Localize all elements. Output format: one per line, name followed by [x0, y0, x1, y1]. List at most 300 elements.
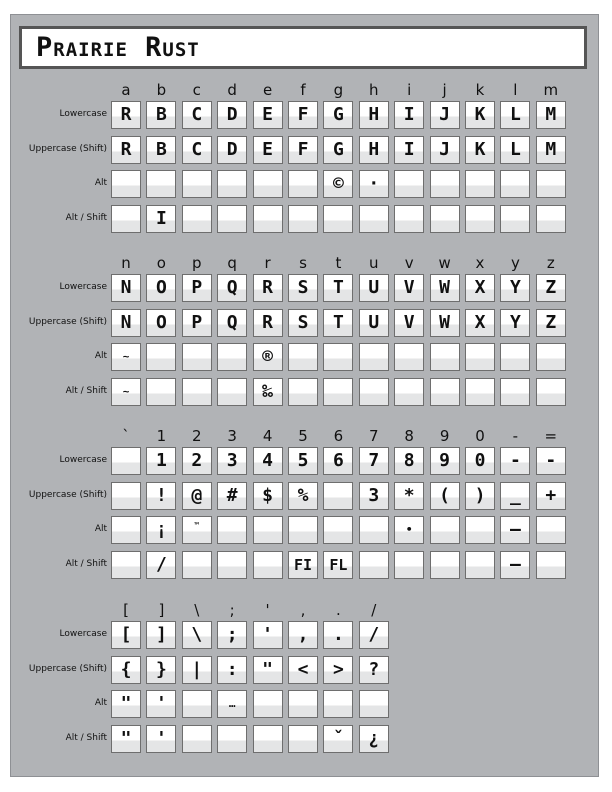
glyph: L [509, 104, 521, 125]
glyph: ] [155, 624, 167, 645]
glyph: I [403, 138, 415, 160]
key-label: p [192, 254, 202, 272]
glyph-cell [288, 690, 318, 718]
glyph: \ [191, 624, 203, 645]
glyph-cell [146, 725, 176, 753]
glyph-cell [111, 170, 141, 198]
key-label: x [475, 254, 485, 272]
glyph-cell [536, 101, 566, 129]
glyph: { [120, 658, 132, 680]
glyph: N [120, 311, 132, 333]
key-label: k [475, 81, 485, 99]
glyph-cell [111, 378, 141, 406]
title-box [19, 26, 587, 69]
glyph: 3 [368, 484, 380, 506]
glyph-cell [217, 274, 247, 302]
key-label: 5 [298, 427, 308, 445]
glyph-cell [359, 205, 389, 233]
glyph-cell [323, 621, 353, 649]
row-label: Uppercase (Shift) [28, 663, 107, 674]
glyph-cell [430, 378, 460, 406]
glyph: 0 [474, 450, 486, 471]
glyph-cell [394, 378, 424, 406]
glyph-cell [500, 447, 530, 475]
glyph-cell [217, 447, 247, 475]
glyph: T [332, 311, 344, 333]
key-label: [ [123, 601, 129, 619]
glyph: P [191, 277, 203, 298]
glyph-cell [394, 170, 424, 198]
glyph-cell [182, 378, 212, 406]
glyph-cell [146, 274, 176, 302]
glyph-cell [359, 170, 389, 198]
glyph-cell [182, 725, 212, 753]
glyph: N [120, 277, 132, 298]
glyph-cell [394, 447, 424, 475]
glyph: - [509, 450, 521, 471]
glyph: M [545, 138, 557, 160]
glyph-cell [217, 378, 247, 406]
row-label: Alt / Shift [65, 385, 107, 396]
glyph-cell [359, 447, 389, 475]
glyph-cell [111, 482, 141, 510]
glyph-cell [111, 136, 141, 164]
glyph-cell [430, 136, 460, 164]
glyph: # [226, 484, 238, 506]
glyph-cell [253, 656, 283, 684]
glyph: * [403, 484, 415, 506]
key-label: 2 [192, 427, 202, 445]
glyph-cell [111, 551, 141, 579]
glyph-cell [288, 101, 318, 129]
glyph-cell [430, 101, 460, 129]
glyph-cell [394, 482, 424, 510]
glyph: P [191, 311, 203, 333]
glyph: ! [155, 484, 167, 506]
glyph: R [120, 138, 132, 160]
glyph-cell [500, 309, 530, 337]
key-label: 6 [333, 427, 344, 445]
key-label: o [156, 254, 166, 272]
glyph: R [262, 277, 274, 298]
glyph-cell [253, 378, 283, 406]
glyph: X [474, 277, 486, 298]
glyph-cell [500, 378, 530, 406]
glyph: M [545, 104, 557, 125]
glyph: > [332, 658, 344, 680]
glyph-cell [182, 621, 212, 649]
key-label: ; [229, 601, 235, 619]
glyph: O [155, 311, 167, 333]
glyph-cell [465, 378, 495, 406]
glyph-cell [253, 690, 283, 718]
glyph: ™ [194, 521, 200, 531]
glyph-cell [359, 378, 389, 406]
glyph: @ [191, 484, 203, 506]
glyph: – [509, 519, 521, 541]
glyph-cell [536, 170, 566, 198]
glyph: 4 [262, 450, 274, 471]
glyph: K [474, 104, 486, 125]
glyph-cell [111, 516, 141, 544]
glyph: H [368, 138, 380, 160]
glyph: " [120, 727, 132, 749]
glyph: 2 [191, 450, 203, 471]
key-label: ` [122, 427, 130, 445]
glyph-cell [359, 725, 389, 753]
glyph: T [332, 277, 344, 298]
glyph-cell [217, 205, 247, 233]
glyph-cell [430, 274, 460, 302]
glyph-cell [394, 309, 424, 337]
key-label: r [264, 254, 271, 272]
glyph-cell [217, 309, 247, 337]
glyph-cell [288, 309, 318, 337]
glyph: Q [226, 277, 238, 298]
glyph-cell [500, 343, 530, 371]
glyph-cell [323, 725, 353, 753]
glyph: Z [545, 311, 557, 333]
glyph-cell [323, 378, 353, 406]
glyph-cell [182, 205, 212, 233]
key-label: , [300, 601, 306, 619]
glyph-cell [182, 309, 212, 337]
glyph-cell [146, 309, 176, 337]
glyph: $ [262, 484, 274, 506]
glyph: H [368, 104, 380, 125]
row-label: Lowercase [59, 455, 107, 465]
glyph: ) [474, 484, 486, 506]
glyph-cell [146, 656, 176, 684]
glyph-cell [182, 551, 212, 579]
glyph-cell [323, 516, 353, 544]
glyph: R [262, 311, 274, 333]
glyph: ˇ [332, 727, 344, 749]
glyph-cell [253, 343, 283, 371]
glyph-cell [359, 516, 389, 544]
glyph-cell [146, 101, 176, 129]
glyph-cell [146, 621, 176, 649]
key-label: = [544, 427, 558, 445]
row-label: Lowercase [59, 629, 107, 639]
glyph-cell [359, 656, 389, 684]
glyph-cell [182, 447, 212, 475]
glyph-cell [253, 447, 283, 475]
key-label: z [546, 254, 555, 272]
key-label: 1 [156, 427, 167, 445]
glyph-cell [465, 447, 495, 475]
glyph: + [545, 484, 557, 506]
glyph-cell [465, 343, 495, 371]
glyph-cell [536, 378, 566, 406]
glyph-cell [111, 101, 141, 129]
glyph-cell [253, 170, 283, 198]
glyph: … [228, 697, 236, 711]
glyph-cell [359, 482, 389, 510]
row-label: Alt / Shift [65, 558, 107, 569]
glyph-cell [288, 725, 318, 753]
glyph-cell [146, 343, 176, 371]
key-label: i [407, 81, 412, 99]
glyph-cell [536, 274, 566, 302]
glyph: - [545, 450, 557, 471]
glyph-cell [217, 482, 247, 510]
glyph-cell [253, 101, 283, 129]
glyph-cell [500, 136, 530, 164]
glyph-cell [146, 170, 176, 198]
glyph: 6 [332, 450, 344, 471]
key-label: l [513, 81, 518, 99]
glyph-cell [359, 690, 389, 718]
glyph: Y [509, 311, 521, 333]
glyph-cell [288, 621, 318, 649]
glyph-cell [217, 516, 247, 544]
key-label: m [543, 81, 559, 99]
glyph-cell [323, 274, 353, 302]
glyph: Z [545, 277, 557, 298]
glyph-cell [465, 274, 495, 302]
row-label: Alt / Shift [65, 732, 107, 743]
glyph-cell [217, 621, 247, 649]
glyph-cell [323, 136, 353, 164]
glyph-cell [465, 309, 495, 337]
glyph-cell [288, 551, 318, 579]
glyph-cell [536, 343, 566, 371]
glyph-cell [500, 205, 530, 233]
glyph-cell [500, 516, 530, 544]
glyph: Q [226, 311, 238, 333]
glyph-cell [182, 343, 212, 371]
key-label: d [227, 81, 237, 99]
glyph-cell [500, 482, 530, 510]
glyph: G [332, 138, 344, 160]
glyph-cell [465, 136, 495, 164]
glyph-cell [217, 551, 247, 579]
glyph-cell [288, 656, 318, 684]
glyph: G [332, 104, 344, 125]
glyph: ¡ [155, 519, 167, 541]
row-label: Uppercase (Shift) [28, 316, 107, 327]
glyph-cell [182, 690, 212, 718]
key-label: s [299, 254, 307, 272]
glyph: D [226, 104, 238, 125]
glyph-cell [430, 309, 460, 337]
glyph-cell [217, 170, 247, 198]
key-label: 7 [369, 427, 379, 445]
glyph-cell [253, 516, 283, 544]
glyph: U [368, 277, 380, 298]
glyph-cell [111, 656, 141, 684]
glyph: S [297, 311, 309, 333]
glyph: ' [155, 727, 167, 749]
glyph-cell [323, 101, 353, 129]
glyph-cell [536, 447, 566, 475]
glyph-cell [182, 516, 212, 544]
glyph-cell [253, 725, 283, 753]
glyph-cell [430, 447, 460, 475]
glyph-cell [323, 447, 353, 475]
key-label: g [333, 81, 344, 99]
glyph: V [403, 277, 415, 298]
glyph-cell [500, 170, 530, 198]
glyph-cell [430, 516, 460, 544]
glyph: Y [509, 277, 521, 298]
glyph: E [262, 138, 274, 160]
glyph-cell [430, 551, 460, 579]
glyph: FI [293, 555, 313, 574]
row-label: Alt / Shift [65, 212, 107, 223]
glyph: ' [262, 624, 274, 645]
glyph-cell [253, 482, 283, 510]
glyph-cell [111, 447, 141, 475]
glyph-cell [500, 274, 530, 302]
glyph-cell [323, 482, 353, 510]
glyph-cell [465, 170, 495, 198]
glyph-cell [288, 205, 318, 233]
glyph-cell [111, 343, 141, 371]
glyph-cell [536, 516, 566, 544]
glyph-cell [111, 274, 141, 302]
glyph-cell [359, 621, 389, 649]
glyph: R [120, 104, 132, 125]
glyph-cell [111, 725, 141, 753]
glyph-cell [182, 170, 212, 198]
key-label: t [335, 254, 342, 272]
glyph-cell [323, 205, 353, 233]
glyph: : [226, 658, 238, 680]
glyph: F [297, 138, 309, 160]
glyph-cell [288, 136, 318, 164]
glyph-cell [146, 136, 176, 164]
glyph: J [439, 104, 451, 125]
key-label: / [371, 601, 377, 619]
glyph-cell [323, 690, 353, 718]
glyph: < [297, 658, 309, 680]
glyph-cell [394, 551, 424, 579]
glyph: 9 [439, 450, 451, 471]
glyph-cell [288, 447, 318, 475]
row-label: Uppercase (Shift) [28, 143, 107, 154]
glyph-cell [536, 551, 566, 579]
glyph-cell [394, 205, 424, 233]
glyph-cell [359, 551, 389, 579]
glyph-cell [111, 205, 141, 233]
glyph-cell [500, 551, 530, 579]
glyph-cell [323, 343, 353, 371]
glyph-cell [253, 621, 283, 649]
glyph: } [155, 658, 167, 680]
glyph-cell [217, 725, 247, 753]
key-label: 4 [262, 427, 273, 445]
glyph-cell [536, 136, 566, 164]
glyph: K [474, 138, 486, 160]
glyph-cell [394, 101, 424, 129]
glyph: ~ [122, 384, 130, 398]
glyph-cell [536, 309, 566, 337]
glyph: U [368, 311, 380, 333]
glyph-cell [465, 551, 495, 579]
key-label: b [156, 81, 167, 99]
glyph: O [155, 277, 167, 298]
key-label: 8 [404, 427, 414, 445]
glyph: _ [509, 484, 521, 506]
glyph-cell [430, 343, 460, 371]
glyph-cell [323, 309, 353, 337]
row-label: Alt [94, 351, 107, 362]
glyph: ; [226, 624, 238, 645]
glyph: FL [329, 555, 348, 574]
glyph: 1 [155, 450, 167, 471]
glyph: W [439, 277, 451, 298]
glyph: 3 [226, 450, 238, 471]
glyph-cell [146, 482, 176, 510]
glyph-cell [430, 170, 460, 198]
glyph-cell [253, 274, 283, 302]
glyph-cell [146, 516, 176, 544]
glyph: C [191, 104, 203, 125]
glyph: ‰ [262, 380, 274, 402]
glyph: J [439, 138, 451, 160]
glyph-cell [288, 378, 318, 406]
key-label: ' [265, 601, 270, 619]
glyph-cell [146, 205, 176, 233]
key-label: 9 [439, 427, 450, 445]
glyph-cell [111, 309, 141, 337]
key-label: y [510, 254, 520, 272]
glyph-cell [182, 482, 212, 510]
glyph: 7 [368, 450, 380, 471]
key-label: u [369, 254, 379, 272]
glyph-cell [182, 656, 212, 684]
glyph-cell [253, 205, 283, 233]
glyph: 8 [403, 450, 415, 471]
key-label: n [121, 254, 131, 272]
glyph: " [120, 693, 132, 715]
font-sheet [10, 14, 599, 777]
glyph-cell [359, 343, 389, 371]
row-label: Alt [94, 524, 107, 535]
glyph-cell [182, 274, 212, 302]
glyph: V [403, 311, 415, 333]
glyph-cell [430, 482, 460, 510]
glyph: , [297, 624, 309, 645]
glyph-cell [288, 170, 318, 198]
glyph: % [297, 484, 309, 506]
glyph-cell [146, 447, 176, 475]
glyph: W [439, 311, 451, 333]
key-label: c [192, 81, 201, 99]
row-label: Lowercase [59, 282, 107, 292]
key-label: a [121, 81, 131, 99]
glyph-cell [146, 378, 176, 406]
glyph-cell [536, 205, 566, 233]
glyph-cell [465, 482, 495, 510]
glyph-cell [465, 101, 495, 129]
glyph-cell [288, 482, 318, 510]
glyph: — [509, 553, 521, 575]
glyph-cell [323, 170, 353, 198]
glyph-cell [253, 136, 283, 164]
glyph: · [368, 173, 380, 195]
glyph-cell [430, 205, 460, 233]
glyph: / [155, 553, 167, 575]
key-label: e [262, 81, 273, 99]
row-label: Uppercase (Shift) [28, 489, 107, 500]
glyph: ~ [122, 350, 130, 364]
glyph-cell [394, 274, 424, 302]
key-label: . [336, 601, 341, 619]
glyph-cell [394, 343, 424, 371]
